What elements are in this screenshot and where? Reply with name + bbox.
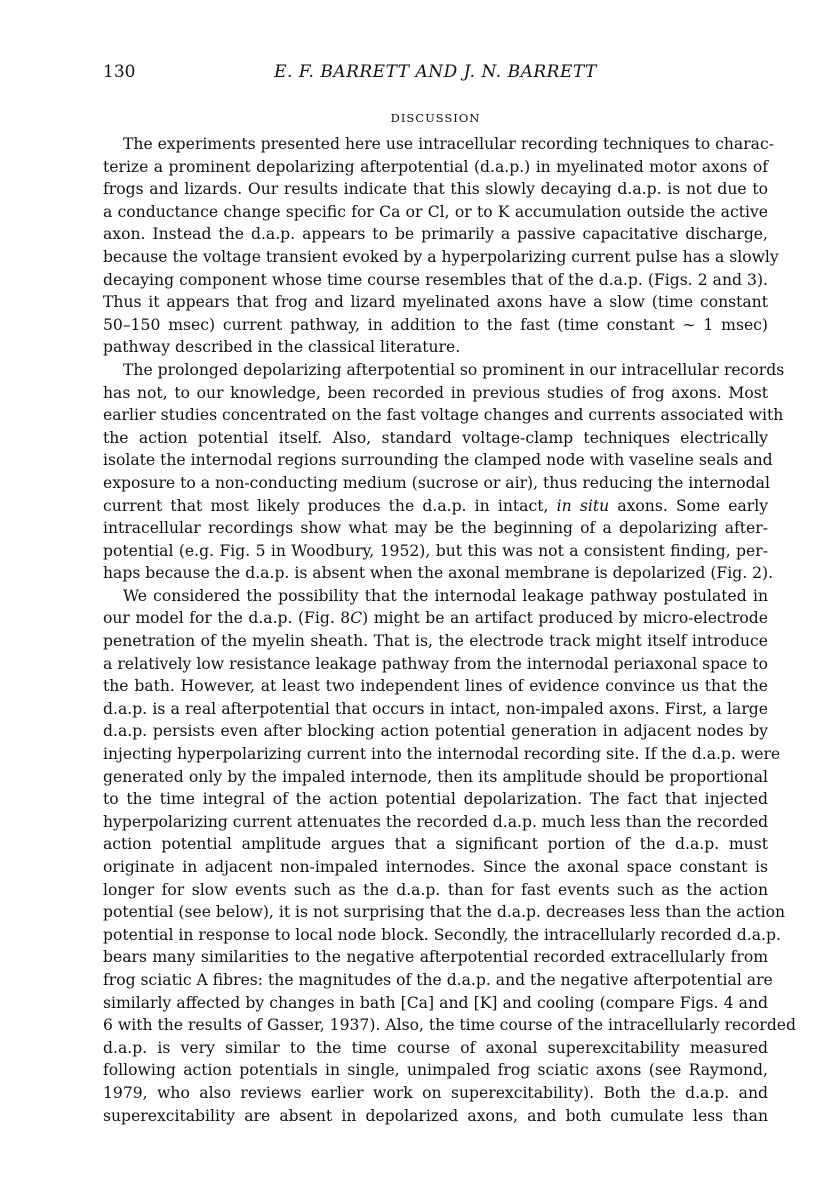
text-line: 6 with the results of Gasser, 1937). Also, the time course of the intracellularly recorded <box>103 1016 797 1035</box>
text-line: pathway described in the classical literature. <box>103 338 461 357</box>
text-line: potential in response to local node block. Secondly, the intracellularly recorded d.a.p. <box>103 925 781 944</box>
text-line: to the time integral of the action potential depolarization. The fact that injected <box>103 790 768 809</box>
text-line: generated only by the impaled internode, then its amplitude should be proportional <box>103 767 768 786</box>
text-line: similarly affected by changes in bath [Ca] and [K] and cooling (compare Figs. 4 and <box>103 993 768 1012</box>
text-line: We considered the possibility that the internodal leakage pathway postulated in <box>123 586 768 605</box>
text-line: a relatively low resistance leakage pathway from the internodal periaxonal space to <box>103 654 768 673</box>
text-line: Thus it appears that frog and lizard myelinated axons have a slow (time constant <box>103 293 768 312</box>
text-line: longer for slow events such as the d.a.p. than for fast events such as the action <box>103 880 768 899</box>
text-line: because the voltage transient evoked by a hyperpolarizing current pulse has a slowly <box>103 247 779 266</box>
text-line: injecting hyperpolarizing current into the internodal recording site. If the d.a.p. were <box>103 745 781 764</box>
text-line: earlier studies concentrated on the fast voltage changes and currents associated with <box>103 406 784 425</box>
text-line: isolate the internodal regions surrounding the clamped node with vaseline seals and <box>103 451 773 470</box>
text-line: following action potentials in single, unimpaled frog sciatic axons (see Raymond, <box>103 1061 768 1080</box>
text-line: hyperpolarizing current attenuates the recorded d.a.p. much less than the recorded <box>103 812 769 831</box>
section-title: DISCUSSION <box>390 111 481 125</box>
paragraph-1 <box>103 133 779 359</box>
text-line: d.a.p. is a real afterpotential that occurs in intact, non-impaled axons. First, a large <box>103 699 768 718</box>
text-line: potential (e.g. Fig. 5 in Woodbury, 1952), but this was not a consistent finding, per- <box>103 541 768 560</box>
text-line: The prolonged depolarizing afterpotential so prominent in our intracellular records <box>123 360 785 379</box>
text-line: 1979, who also reviews earlier work on superexcitability). Both the d.a.p. and <box>103 1083 768 1102</box>
text-line: d.a.p. is very similar to the time course of axonal superexcitability measured <box>103 1038 768 1057</box>
text-line: has not, to our knowledge, been recorded in previous studies of frog axons. Most <box>103 383 768 402</box>
text-line: intracellular recordings show what may be the beginning of a depolarizing after- <box>103 519 768 538</box>
text-line: frog sciatic A fibres: the magnitudes of the d.a.p. and the negative afterpotential are <box>103 970 773 989</box>
paragraph-2 <box>103 359 785 585</box>
text-line: the bath. However, at least two independent lines of evidence convince us that the <box>103 677 768 696</box>
text-line: exposure to a non-conducting medium (sucrose or air), thus reducing the internodal <box>103 473 770 492</box>
text-line: penetration of the myelin sheath. That is, the electrode track might itself introduce <box>103 632 768 651</box>
text-line: the action potential itself. Also, standard voltage-clamp techniques electrically <box>103 428 768 447</box>
text-line: decaying component whose time course resembles that of the d.a.p. (Figs. 2 and 3). <box>103 270 768 289</box>
text-line: a conductance change specific for Ca or Cl, or to K accumulation outside the active <box>103 202 768 221</box>
text-line: haps because the d.a.p. is absent when the axonal membrane is depolarized (Fig. 2). <box>103 564 774 583</box>
text-line: superexcitability are absent in depolarized axons, and both cumulate less than <box>103 1106 768 1125</box>
text-line: axon. Instead the d.a.p. appears to be primarily a passive capacitative discharge, <box>103 225 768 244</box>
text-line: potential (see below), it is not surprising that the d.a.p. decreases less than the action <box>103 903 786 922</box>
text-line: bears many similarities to the negative afterpotential recorded extracellularly from <box>103 948 768 967</box>
text-line: 50–150 msec) current pathway, in addition to the fast (time constant ∼ 1 msec) <box>103 315 768 334</box>
page-number: 130 <box>103 62 136 82</box>
text-line: originate in adjacent non-impaled internodes. Since the axonal space constant is <box>103 858 768 876</box>
text-line: terize a prominent depolarizing afterpotential (d.a.p.) in myelinated motor axons of <box>103 157 768 176</box>
text-line: current that most likely produces the d.a.p. in intact, in situ axons. Some early <box>103 496 769 515</box>
text-line: our model for the d.a.p. (Fig. 8C) might be an artifact produced by micro-electrode <box>103 609 768 628</box>
text-line: action potential amplitude argues that a significant portion of the d.a.p. must <box>103 835 768 854</box>
paragraph-3 <box>103 585 797 1127</box>
running-head-authors: E. F. BARRETT AND J. N. BARRETT <box>274 62 597 82</box>
page-header <box>103 62 768 86</box>
text-line: The experiments presented here use intracellular recording techniques to charac- <box>123 135 774 153</box>
text-line: d.a.p. persists even after blocking action potential generation in adjacent nodes by <box>103 722 768 741</box>
text-line: frogs and lizards. Our results indicate that this slowly decaying d.a.p. is not due to <box>103 180 768 199</box>
article-body <box>103 133 797 1127</box>
